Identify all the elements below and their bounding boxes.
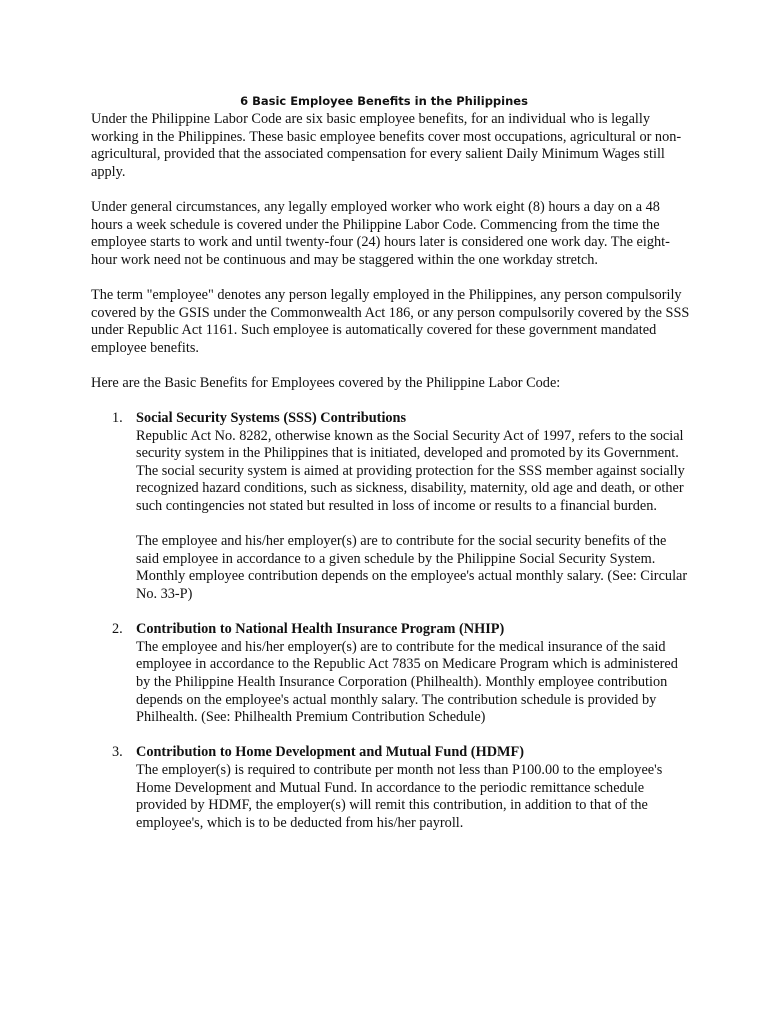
employee-definition-paragraph: The term "employee" denotes any person legally employed in the Philippines, any person compulsorily covered by the GSIS under the Commonwealth Act 186, or any person compulsorily covered by the SSS under Republic Act 1161. Such employee is automatically covered for these government mandated employee benefits. [91,286,690,356]
benefit-heading: Contribution to National Health Insurance Program (NHIP) [136,621,505,638]
document-body [91,111,691,850]
benefit-heading: Contribution to Home Development and Mutual Fund (HDMF) [136,744,525,761]
list-item-number: 2. [112,621,123,638]
document-title: 6 Basic Employee Benefits in the Philippines [240,94,528,108]
intro-paragraph: Under the Philippine Labor Code are six basic employee benefits, for an individual who is legally working in the Philippines. These basic employee benefits cover most occupations, agricultural or non-agricultural, provided that the associated compensation for every salient Daily Minimum Wages still apply. [91,111,682,180]
benefit-item-hdmf [91,744,691,832]
benefit-paragraph: Republic Act No. 8282, otherwise known as the Social Security Act of 1997, refers to the social security system in the Philippines that is initiated, developed and promoted by its Government. The social security system is aimed at providing protection for the SSS member against socially recognized hazard conditions, such as sickness, disability, maternity, old age and death, or other such contingencies not stated but resulted in loss of income or results to a financial burden. [136,427,685,515]
benefit-heading: Social Security Systems (SSS) Contributions [136,410,407,427]
work-hours-paragraph: Under general circumstances, any legally employed worker who work eight (8) hours a day on a 48 hours a week schedule is covered under the Philippine Labor Code. Commencing from the time the employee starts to work and until twenty-four (24) hours later is considered one work day. The eight-hour work need not be continuous and may be staggered within the one workday stretch. [91,198,670,268]
list-item-number: 1. [112,410,123,427]
benefit-paragraph: The employee and his/her employer(s) are to contribute for the social security benefits of the said employee in accordance to a given schedule by the Philippine Social Security System. Monthly employee contribution depends on the employee's actual monthly salary. (See: Circular No. 33-P) [136,533,688,603]
benefit-paragraph: The employee and his/her employer(s) are to contribute for the medical insurance of the said employee in accordance to the Republic Act 7835 on Medicare Program which is administered by the Philippine Health Insurance Corporation (Philhealth). Monthly employee contribution depends on the employee's actual monthly salary. The contribution schedule is provided by Philhealth. (See: Philhealth Premium Contribution Schedule) [136,638,678,726]
benefits-intro-paragraph: Here are the Basic Benefits for Employees covered by the Philippine Labor Code: [91,374,561,391]
list-item-number: 3. [112,744,123,761]
benefits-list [91,410,691,832]
benefit-item-nhip [91,621,691,727]
benefit-item-sss [91,410,691,604]
benefit-paragraph: The employer(s) is required to contribute per month not less than P100.00 to the employee's Home Development and Mutual Fund. In accordance to the periodic remittance schedule provided by HDMF, the employer(s) will remit this contribution, in addition to that of the employee's, which is to be deducted from his/her payroll. [136,761,663,831]
